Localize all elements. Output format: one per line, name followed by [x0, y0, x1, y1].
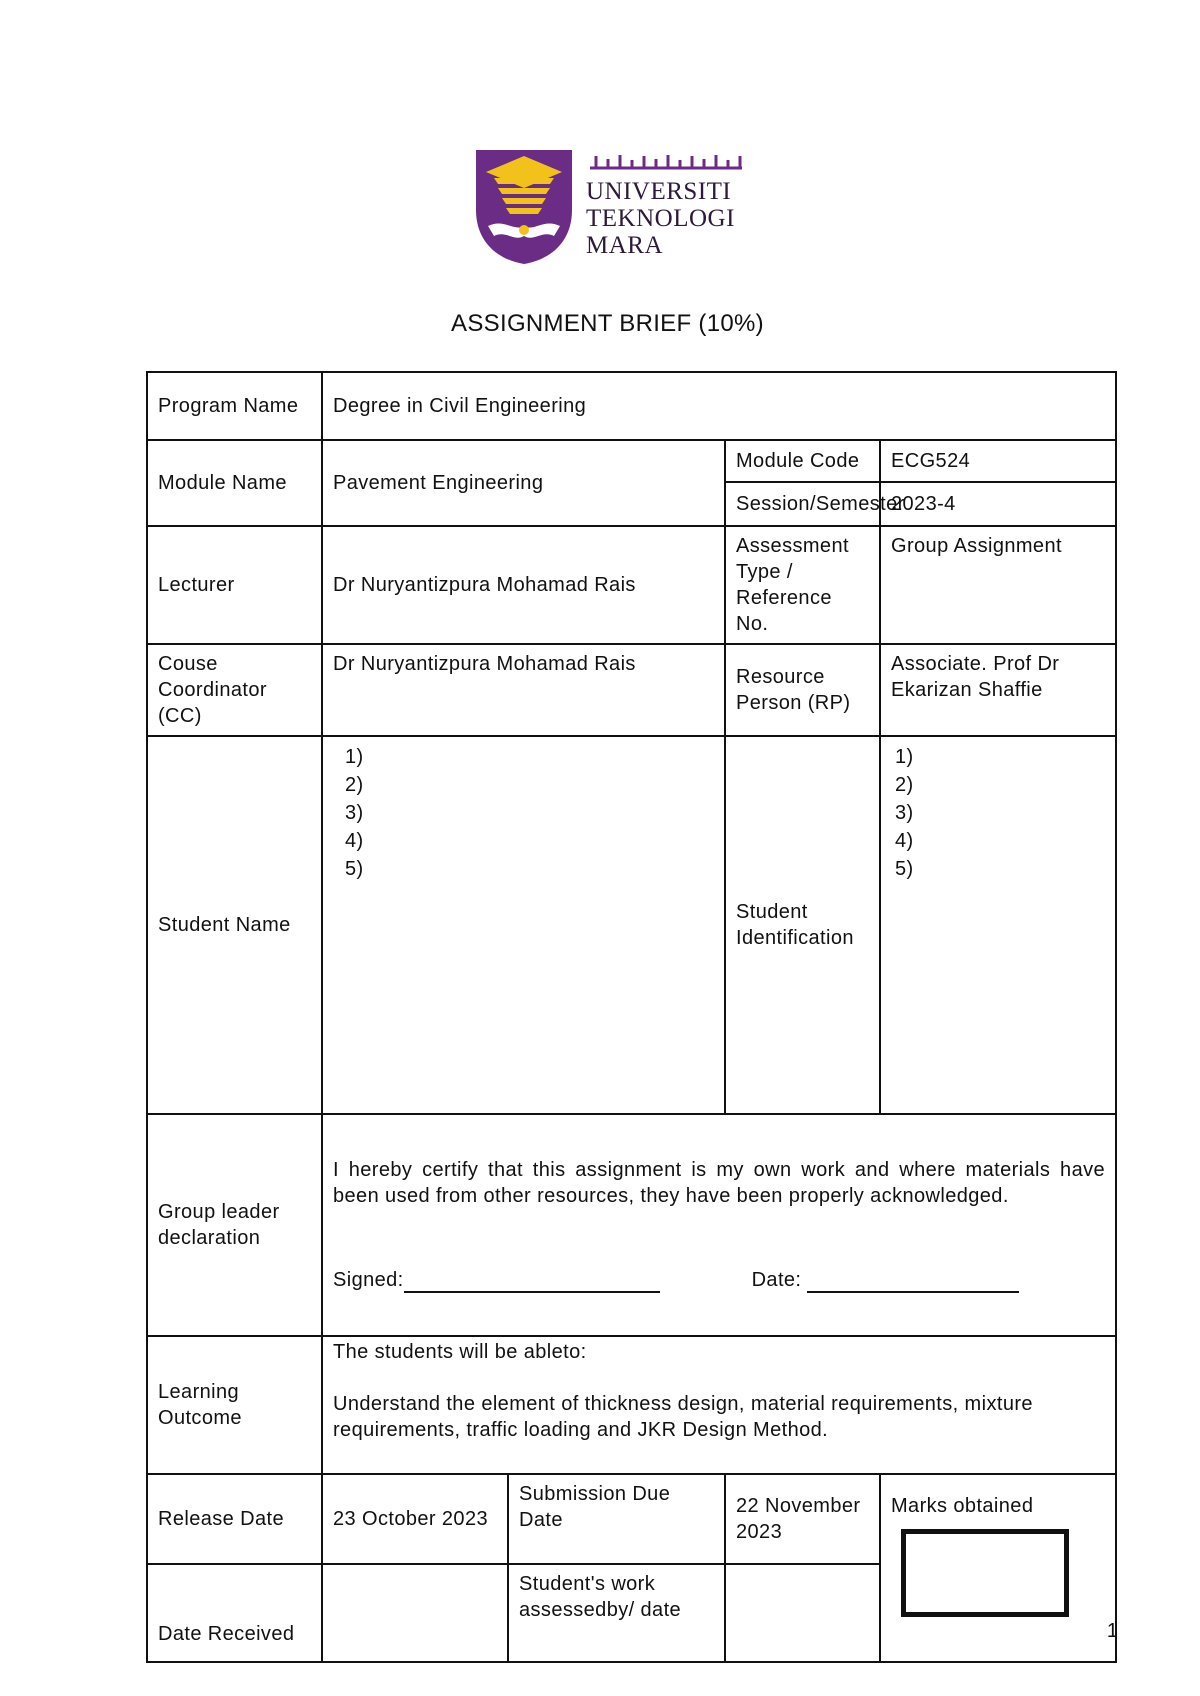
session-value: 2023-4 [880, 482, 1116, 526]
submission-due-value: 22 November 2023 [725, 1474, 880, 1564]
student-name-item: 1) [345, 746, 364, 768]
assessed-by-label: Student's work assessedby/ date [508, 1564, 725, 1662]
student-id-item: 1) [895, 746, 914, 768]
rp-label: Resource Person (RP) [725, 644, 880, 736]
row-students [147, 736, 1116, 1114]
submission-due-label: Submission Due Date [508, 1474, 725, 1564]
assignment-brief-table [146, 371, 1117, 1663]
module-name-label: Module Name [147, 440, 322, 526]
learning-outcome-cell [322, 1336, 1116, 1474]
marks-box[interactable] [901, 1529, 1069, 1617]
lecturer-label: Lecturer [147, 526, 322, 644]
row-coordinator [147, 644, 1116, 736]
date-label: Date: [751, 1269, 802, 1291]
student-id-item: 3) [895, 802, 914, 824]
lecturer-value: Dr Nuryantizpura Mohamad Rais [322, 526, 725, 644]
session-label: Session/Semester [725, 482, 880, 526]
logo-wordmark [586, 178, 735, 259]
date-received-label: Date Received [147, 1564, 322, 1662]
student-id-label: Student Identification [725, 736, 880, 1114]
student-name-item: 3) [345, 802, 364, 824]
signature-row [333, 1267, 1105, 1293]
student-name-item: 5) [345, 858, 364, 880]
release-date-label: Release Date [147, 1474, 322, 1564]
marks-cell [880, 1474, 1116, 1662]
row-lecturer [147, 526, 1116, 644]
logo-line-1: UNIVERSITI [586, 178, 732, 205]
student-name-label: Student Name [147, 736, 322, 1114]
date-received-value[interactable] [322, 1564, 508, 1662]
module-code-value: ECG524 [880, 440, 1116, 482]
student-id-item: 4) [895, 830, 914, 852]
student-id-item: 5) [895, 858, 914, 880]
module-name-value: Pavement Engineering [322, 440, 725, 526]
assessment-value: Group Assignment [880, 526, 1116, 644]
page-title: ASSIGNMENT BRIEF (10%) [451, 310, 764, 337]
learning-outcome-intro: The students will be ableto: [333, 1341, 587, 1363]
student-id-item: 2) [895, 774, 914, 796]
program-name-label: Program Name [147, 372, 322, 440]
logo-line-2: TEKNOLOGI [586, 205, 735, 232]
row-release [147, 1474, 1116, 1564]
cc-label: Couse Coordinator (CC) [147, 644, 322, 736]
program-name-value: Degree in Civil Engineering [322, 372, 1116, 440]
declaration-cell [322, 1114, 1116, 1336]
student-name-item: 2) [345, 774, 364, 796]
declaration-label: Group leader declaration [147, 1114, 322, 1336]
student-id-list [880, 736, 1116, 1114]
rp-value: Associate. Prof Dr Ekarizan Shaffie [880, 644, 1116, 736]
assessment-label: Assessment Type / Reference No. [725, 526, 880, 644]
uitm-crest-icon [474, 148, 584, 266]
learning-outcome-label: Learning Outcome [147, 1336, 322, 1474]
cc-value: Dr Nuryantizpura Mohamad Rais [322, 644, 725, 736]
page-number: 1 [1106, 1620, 1118, 1642]
assessed-by-value[interactable] [725, 1564, 880, 1662]
signed-label: Signed: [333, 1269, 404, 1291]
row-program [147, 372, 1116, 440]
row-declaration [147, 1114, 1116, 1336]
student-name-list [322, 736, 725, 1114]
uitm-logo [474, 148, 754, 266]
release-date-value: 23 October 2023 [322, 1474, 508, 1564]
signature-line [404, 1269, 660, 1293]
marks-label: Marks obtained [891, 1495, 1034, 1517]
declaration-text: I hereby certify that this assignment is my own work and where materials have been used from other resources, they have been properly acknowledged. [333, 1159, 1106, 1207]
row-learning-outcome [147, 1336, 1116, 1474]
row-module [147, 440, 1116, 482]
learning-outcome-text: Understand the element of thickness design, material requirements, mixture requirements, traffic loading and JKR Design Method. [333, 1393, 1033, 1441]
module-code-label: Module Code [725, 440, 880, 482]
date-line [807, 1269, 1019, 1293]
arabic-wordmark-icon [586, 150, 746, 174]
student-name-item: 4) [345, 830, 364, 852]
logo-line-3: MARA [586, 232, 664, 259]
